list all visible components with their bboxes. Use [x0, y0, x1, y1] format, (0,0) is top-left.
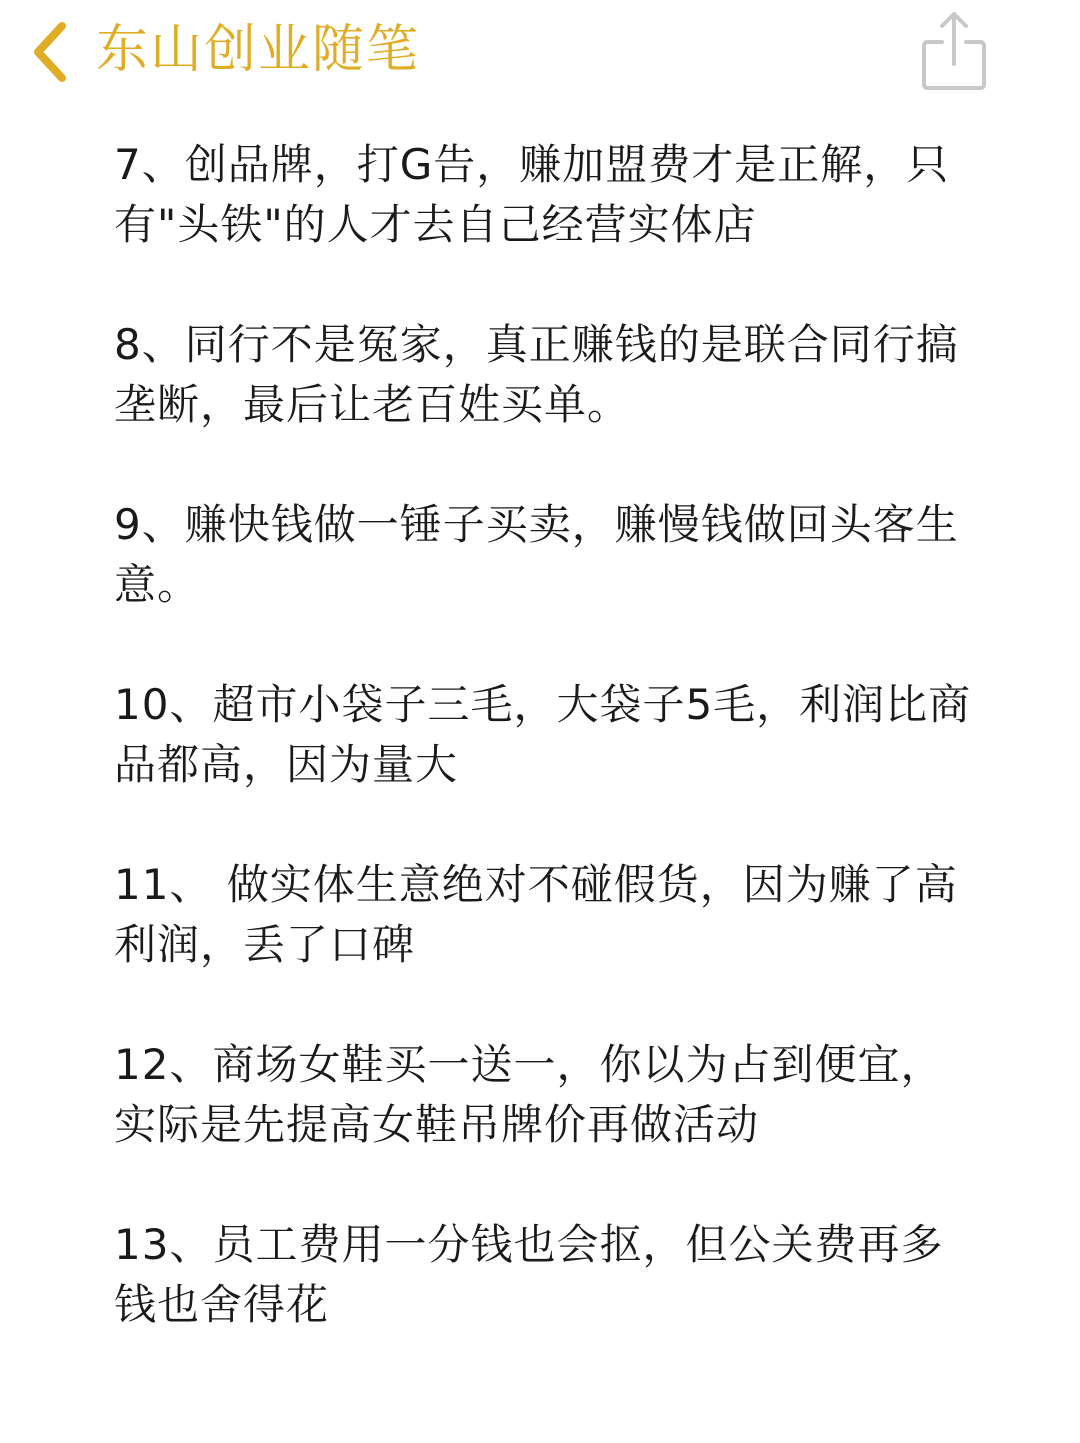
note-line: 钱也舍得花: [114, 1280, 330, 1329]
note-line: 13、员工费用一分钱也会抠，但公关费再多: [114, 1220, 944, 1269]
note-line: 利润，丢了口碑: [114, 920, 416, 969]
navigation-bar: [0, 0, 1080, 110]
note-item-7: [114, 135, 984, 315]
note-line: 9、赚快钱做一锤子买卖，赚慢钱做回头客生: [114, 500, 959, 549]
note-item-13: [114, 1215, 984, 1395]
share-icon: [912, 6, 996, 98]
note-line: 有"头铁"的人才去自己经营实体店: [114, 200, 757, 249]
note-line: 11、 做实体生意绝对不碰假货，因为赚了高: [114, 860, 958, 909]
chevron-left-icon: [22, 14, 82, 90]
note-line: 品都高，因为量大: [114, 740, 459, 789]
note-line: 12、商场女鞋买一送一，你以为占到便宜，: [114, 1040, 944, 1089]
note-line: 10、超市小袋子三毛，大袋子5毛，利润比商: [114, 680, 972, 729]
note-line: 7、创品牌，打G告，赚加盟费才是正解，只: [114, 140, 950, 189]
note-line: 意。: [114, 560, 201, 609]
note-line: 8、同行不是冤家，真正赚钱的是联合同行搞: [114, 320, 959, 369]
note-item-12: [114, 1035, 984, 1215]
back-button[interactable]: [22, 14, 82, 90]
note-item-11: [114, 855, 984, 1035]
note-item-8: [114, 315, 984, 495]
share-button[interactable]: [912, 6, 996, 98]
note-body[interactable]: [114, 135, 984, 1395]
note-folder-title[interactable]: 东山创业随笔: [96, 20, 421, 80]
note-line: 垄断，最后让老百姓买单。: [114, 380, 631, 429]
note-item-9: [114, 495, 984, 675]
note-item-10: [114, 675, 984, 855]
note-line: 实际是先提高女鞋吊牌价再做活动: [114, 1100, 760, 1149]
